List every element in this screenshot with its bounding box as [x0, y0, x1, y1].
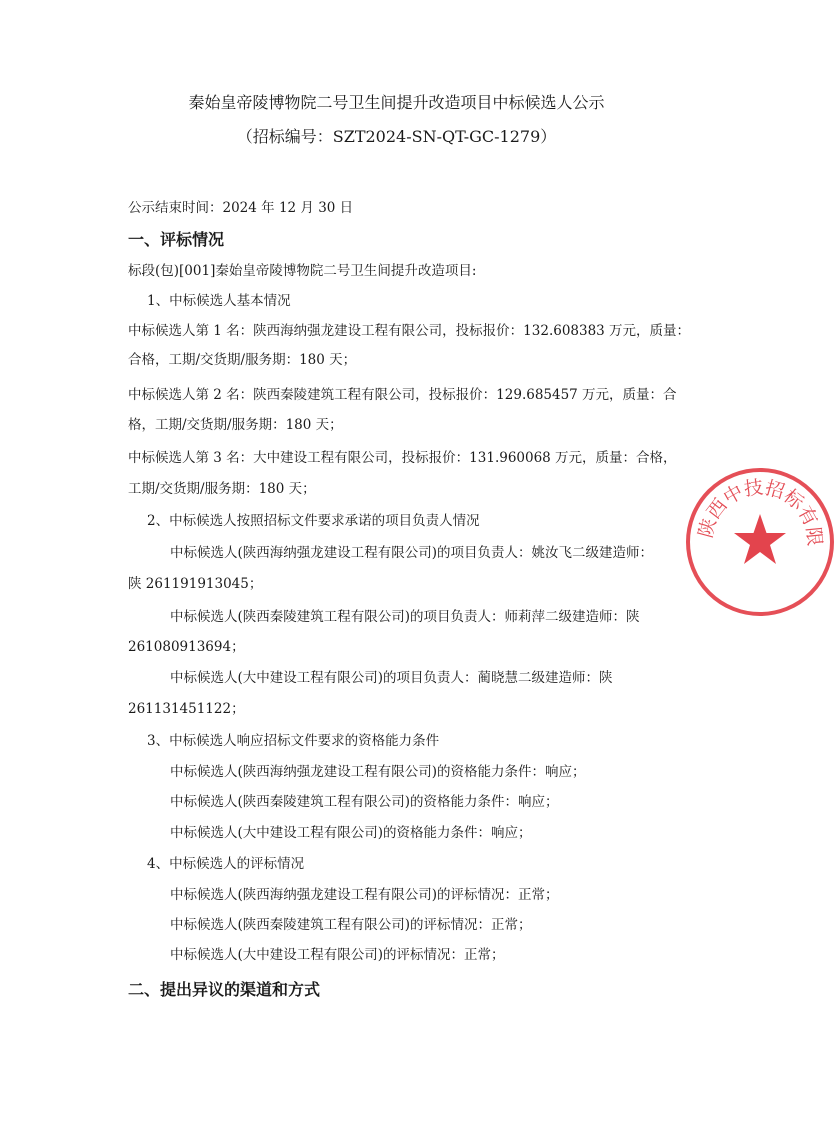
seal-text: 陕西中技招标有限	[694, 476, 826, 548]
subsection-heading: 2、中标候选人按照招标文件要求承诺的项目负责人情况	[147, 513, 480, 529]
subsection-heading: 1、中标候选人基本情况	[147, 293, 291, 309]
project-manager-line: 261080913694；	[128, 639, 245, 655]
star-icon	[734, 514, 786, 564]
qualification-line: 中标候选人(陕西秦陵建筑工程有限公司)的资格能力条件：响应；	[170, 794, 559, 810]
subsection-heading: 3、中标候选人响应招标文件要求的资格能力条件	[147, 733, 440, 749]
evaluation-line: 中标候选人(陕西海纳强龙建设工程有限公司)的评标情况：正常；	[170, 887, 559, 903]
subsection-heading: 4、中标候选人的评标情况	[147, 856, 305, 872]
candidate-info-line: 工期/交货期/服务期：180 天；	[128, 481, 316, 497]
lot-line: 标段(包)[001]秦始皇帝陵博物院二号卫生间提升改造项目:	[128, 263, 477, 279]
qualification-line: 中标候选人(大中建设工程有限公司)的资格能力条件：响应；	[170, 825, 532, 841]
candidate-info-line: 格，工期/交货期/服务期：180 天；	[128, 417, 343, 433]
candidate-info-line: 合格，工期/交货期/服务期：180 天；	[128, 352, 357, 368]
candidate-info-line: 中标候选人第 3 名：大中建设工程有限公司，投标报价：131.960068 万元，质量：合格，	[128, 450, 677, 466]
qualification-line: 中标候选人(陕西海纳强龙建设工程有限公司)的资格能力条件：响应；	[170, 764, 586, 780]
document-title: 秦始皇帝陵博物院二号卫生间提升改造项目中标候选人公示	[188, 93, 605, 112]
project-manager-line: 中标候选人(陕西秦陵建筑工程有限公司)的项目负责人：师莉萍二级建造师：陕	[170, 609, 640, 625]
notice-end-time: 公示结束时间：2024 年 12 月 30 日	[128, 200, 354, 216]
tender-number: （招标编号：SZT2024-SN-QT-GC-1279）	[236, 127, 557, 146]
project-manager-line: 中标候选人(大中建设工程有限公司)的项目负责人：蔺晓慧二级建造师：陕	[170, 670, 613, 686]
project-manager-line: 陕 261191913045；	[128, 576, 263, 592]
project-manager-line: 中标候选人(陕西海纳强龙建设工程有限公司)的项目负责人：姚汝飞二级建造师：	[170, 545, 654, 561]
project-manager-line: 261131451122；	[128, 701, 245, 717]
section-heading-evaluation: 一、评标情况	[128, 230, 225, 249]
section-heading-objection: 二、提出异议的渠道和方式	[128, 980, 321, 999]
evaluation-line: 中标候选人(陕西秦陵建筑工程有限公司)的评标情况：正常；	[170, 917, 532, 933]
evaluation-line: 中标候选人(大中建设工程有限公司)的评标情况：正常；	[170, 947, 505, 963]
company-seal	[680, 462, 840, 622]
candidate-info-line: 中标候选人第 1 名：陕西海纳强龙建设工程有限公司，投标报价：132.608383 万元，质量：	[128, 323, 691, 339]
candidate-info-line: 中标候选人第 2 名：陕西秦陵建筑工程有限公司，投标报价：129.685457 万元，质量：合	[128, 387, 677, 403]
